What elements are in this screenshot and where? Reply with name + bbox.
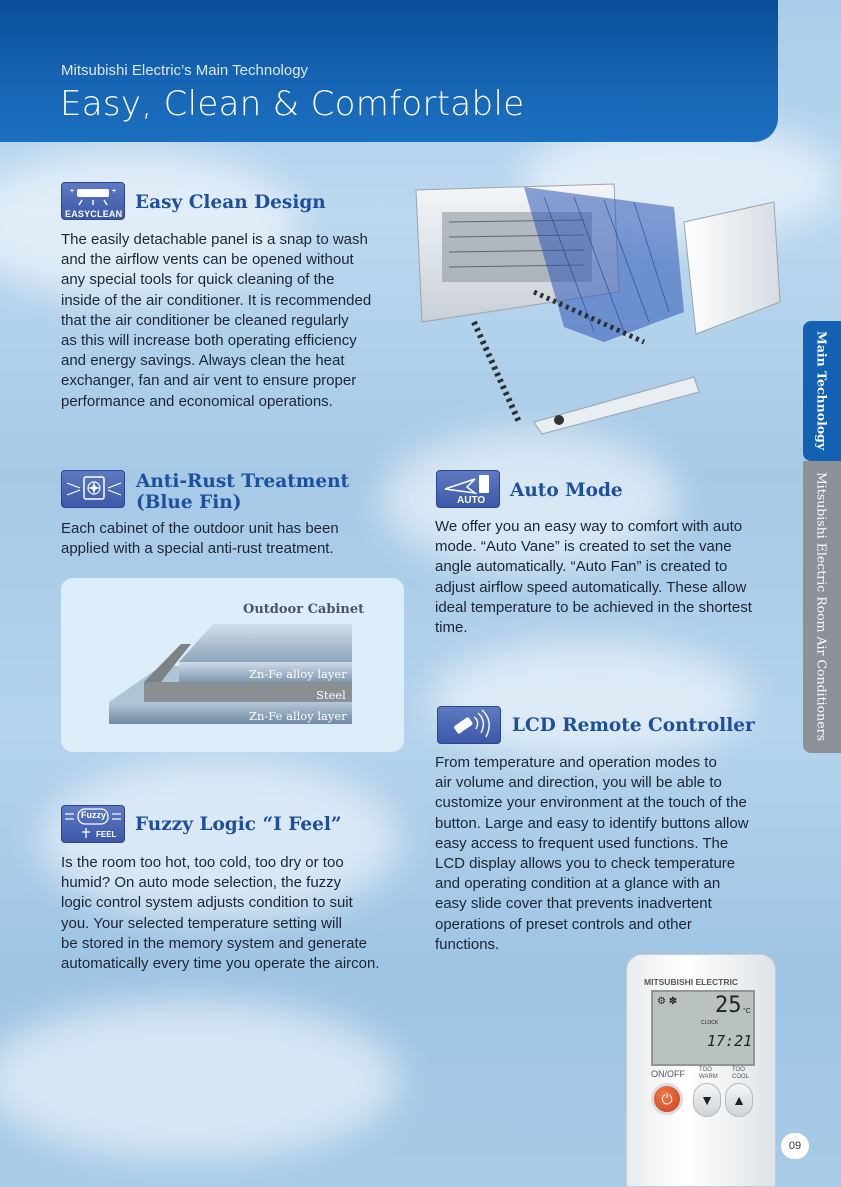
auto-mode-text: We offer you an easy way to comfort with auto mode. “Auto Vane” is created to set the vane angle automatically. “Auto Fan” is created to adjust airflow speed automatically. These allow ideal temperature to be achieved in the shortest time. [435,518,752,637]
lcd-remote-text: From temperature and operation modes to air volume and direction, you will be able to customize your environment at the touch of the button. Large and easy to identify buttons allow easy access to frequent used functions. The LCD display allows you to check temperature and operating condition at a glance with an easy slide cover that prevents inadvertent operations of preset controls and other functions. [435,754,749,953]
fuzzy-logic-icon [61,805,125,843]
header-subtitle: Mitsubishi Electric’s Main Technology [61,62,309,79]
auto-mode-icon [436,470,500,508]
easyclean-icon [61,182,125,220]
anti-rust-title-line2: (Blue Fin) [136,492,242,513]
lcd-temperature: 25 [715,993,742,1018]
svg-text:+: + [70,188,75,195]
remote-controller-icon [437,706,501,744]
header-banner [0,0,778,142]
remote-on-off-label: ON/OFF [651,1069,685,1079]
down-arrow-icon: ▼ [700,1092,714,1108]
side-tab-label: Main Technology [814,331,830,451]
remote-brand: MITSUBISHI ELECTRIC [644,977,738,987]
on-off-button[interactable] [651,1083,683,1115]
anti-rust-title [136,471,349,513]
fuzzy-logic-title: Fuzzy Logic “I Feel” [135,814,342,835]
auto-mode-title: Auto Mode [510,480,623,501]
lcd-clock-label: CLOCK [701,1020,719,1026]
too-warm-button[interactable] [693,1083,721,1117]
remote-signal-icon [438,707,500,743]
power-icon: ⏻ [661,1090,673,1107]
fuzzy-icon-label: Fuzzy [81,810,107,820]
anti-rust-title-line1: Anti-Rust Treatment [136,471,350,492]
easyclean-icon-label: EASYCLEAN [65,209,123,219]
layer-label-bottom: Zn-Fe alloy layer [249,709,347,723]
fuzzy-logic-text: Is the room too hot, too cold, too dry or too humid? On auto mode selection, the fuzzy logic control system adjusts condition to suit you. Your selected temperature setting will be stored in the memory system and generate automatically every time you operate the aircon. [61,854,380,973]
remote-too-warm-label: TOO WARM [699,1067,718,1080]
up-arrow-icon: ▲ [732,1092,746,1108]
layer-label-top: Zn-Fe alloy layer [249,667,347,681]
easy-clean-text: The easily detachable panel is a snap to wash and the airflow vents can be opened without any special tools for quick cleaning of the inside of the air conditioner. It is recommended that the air conditioner be cleaned regularly as this will increase both operating efficiency and energy savings. Always clean the heat exchanger, fan and air vent to ensure proper performance and economical operations. [61,231,372,410]
too-cool-button[interactable] [725,1083,753,1117]
outdoor-cabinet-diagram [61,578,404,752]
diagram-title: Outdoor Cabinet [243,602,365,617]
side-tab-label: Mitsubishi Electric Room Air Conditioners [814,472,830,742]
side-tab-main-technology[interactable] [803,321,841,461]
auto-icon-label: AUTO [457,495,486,506]
anti-rust-icon [61,470,125,508]
page-title: Easy, Clean & Comfortable [60,84,525,124]
easy-clean-title: Easy Clean Design [135,192,326,213]
remote-too-cool-label: TOO COOL [732,1067,750,1080]
side-tab-room-air-conditioners[interactable] [803,461,841,753]
remote-lcd [651,990,755,1066]
svg-text:+: + [112,188,117,195]
page-number: 09 [781,1133,809,1159]
air-conditioner-image [414,182,782,440]
lcd-temp-unit: °C [743,1008,751,1015]
layer-label-steel: Steel [316,688,346,702]
cabinet-layers-graphic [61,578,404,752]
lcd-remote-title: LCD Remote Controller [512,715,755,736]
anti-rust-text: Each cabinet of the outdoor unit has been applied with a special anti-rust treatment. [61,520,339,558]
lcd-mode-icons: ⚙ ✽ [657,996,678,1007]
cloud [0,1000,400,1160]
fan-shield-icon [62,471,124,507]
remote-controller-image [626,954,776,1187]
lcd-time: 17:21 [707,1032,753,1050]
feel-icon-label: FEEL [96,830,117,839]
